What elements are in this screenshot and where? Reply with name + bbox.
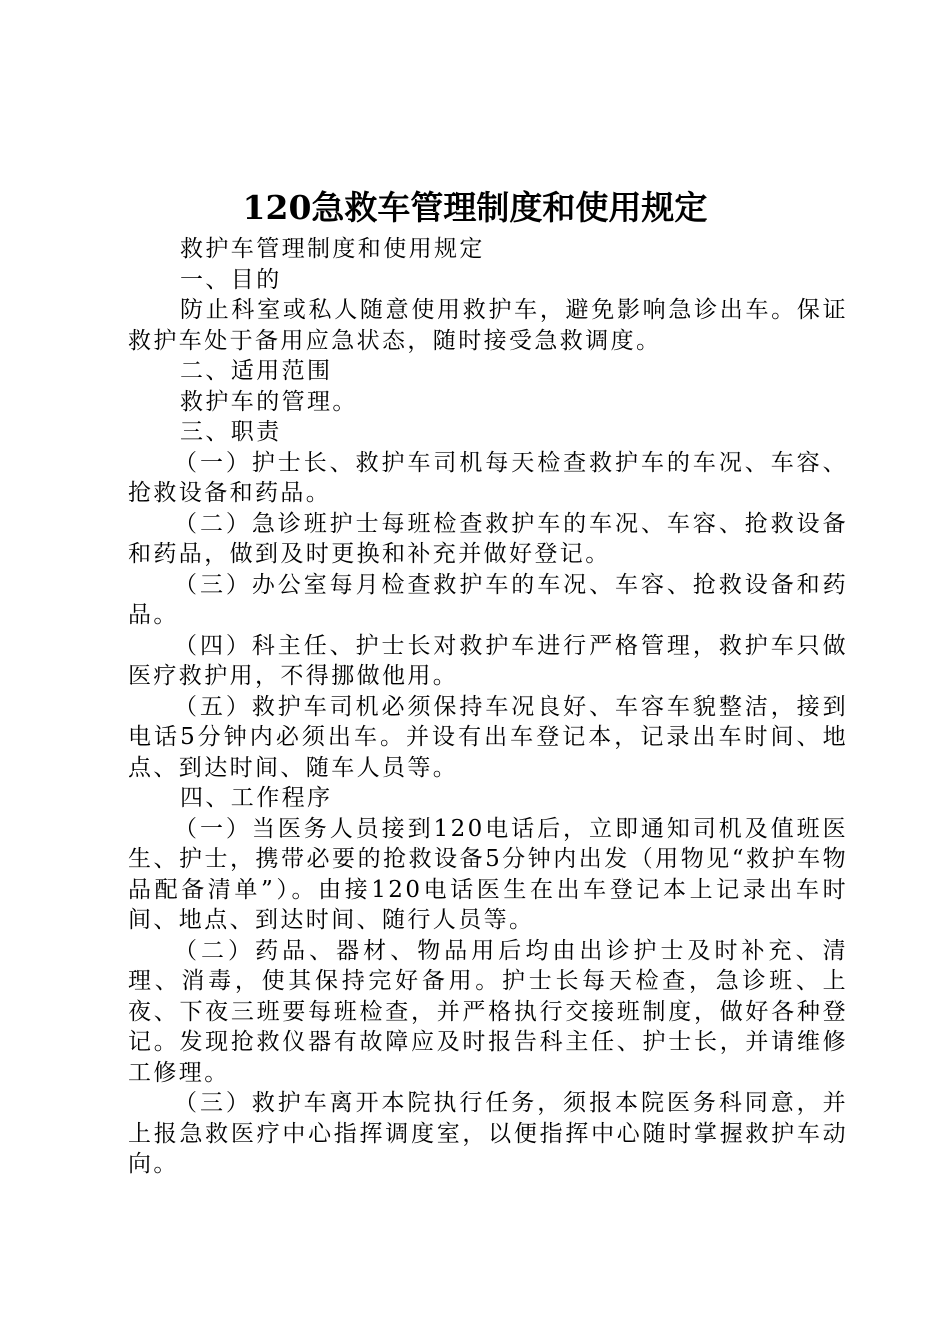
duty-item: （一）护士长、救护车司机每天检查救护车的车况、车容、抢救设备和药品。 — [128, 449, 848, 506]
section-heading-procedure: 四、工作程序 — [180, 785, 333, 811]
scope-paragraph: 救护车的管理。 — [180, 388, 358, 415]
document-title: 120急救车管理制度和使用规定 — [242, 188, 708, 227]
document-body — [128, 234, 848, 1180]
duty-item: （五）救护车司机必须保持车况良好、车容车貌整洁，接到电话5分钟内必须出车。并设有出车登记本，记录出车时间、地点、到达时间、随车人员等。 — [128, 693, 848, 781]
duty-item: （三）办公室每月检查救护车的车况、车容、抢救设备和药品。 — [128, 571, 848, 628]
procedure-item: （三）救护车离开本院执行任务，须报本院医务科同意，并上报急救医疗中心指挥调度室，以便指挥中心随时掌握救护车动向。 — [128, 1090, 848, 1177]
section-heading-duties: 三、职责 — [180, 419, 282, 445]
section-heading-scope: 二、适用范围 — [180, 358, 333, 384]
procedure-item: （二）药品、器材、物品用后均由出诊护士及时补充、清理、消毒，使其保持完好备用。护士长每天检查，急诊班、上夜、下夜三班要每班检查，并严格执行交接班制度，做好各种登记。发现抢救仪器有故障应及时报告科主任、护士长，并请维修工修理。 — [128, 937, 848, 1086]
subtitle-paragraph: 救护车管理制度和使用规定 — [180, 236, 485, 262]
section-heading-purpose: 一、目的 — [180, 266, 282, 293]
duty-item: （四）科主任、护士长对救护车进行严格管理，救护车只做医疗救护用，不得挪做他用。 — [128, 632, 848, 689]
purpose-paragraph: 防止科室或私人随意使用救护车，避免影响急诊出车。保证救护车处于备用应急状态，随时接受急救调度。 — [128, 297, 848, 354]
duty-item: （二）急诊班护士每班检查救护车的车况、车容、抢救设备和药品，做到及时更换和补充并做好登记。 — [128, 510, 848, 567]
procedure-item: （一）当医务人员接到120电话后，立即通知司机及值班医生、护士，携带必要的抢救设备5分钟内出发（用物见“救护车物品配备清单”）。由接120电话医生在出车登记本上记录出车时间、地点、到达时间、随行人员等。 — [128, 815, 848, 933]
